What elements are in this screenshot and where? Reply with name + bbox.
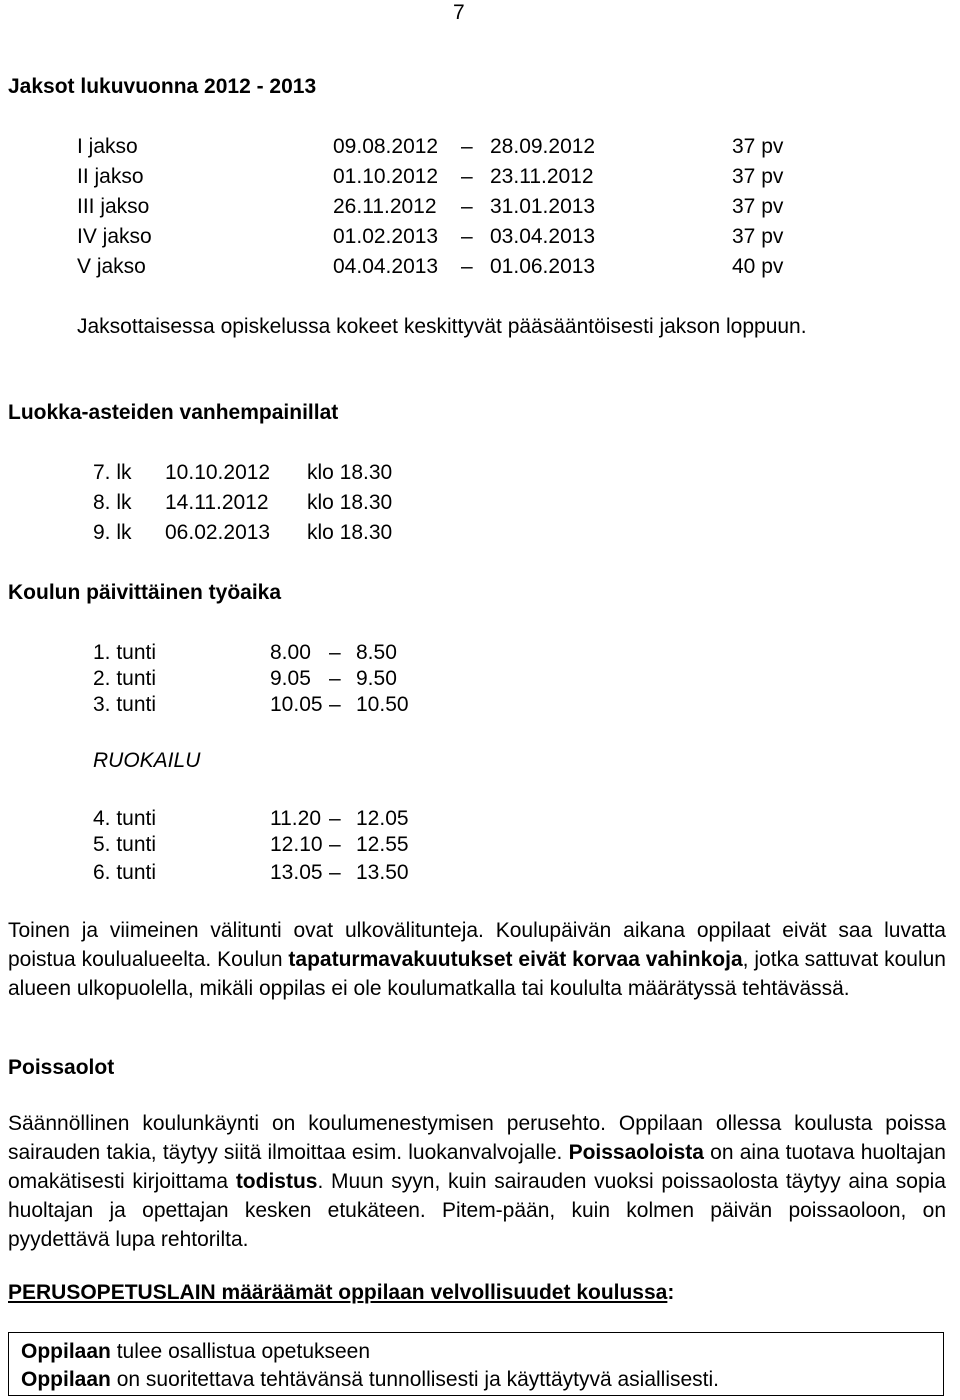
period-start: 09.08.2012 <box>333 135 439 158</box>
period-row <box>0 192 960 221</box>
lunch-label: RUOKAILU <box>93 749 201 772</box>
lesson-end: 12.05 <box>356 807 409 830</box>
absence-text-1: Säännöllinen koulunkäynti on koulumenestymisen perusehto. Oppilaan ollessa koulusta poissa sairauden takia, täytyy siitä ilmoittaa esim. luokanvalvojalle. <box>8 1112 946 1164</box>
page-title: Jaksot lukuvuonna 2012 - 2013 <box>8 75 317 98</box>
meeting-grade: 8. lk <box>93 491 132 514</box>
lesson-row <box>0 638 960 667</box>
meeting-grade: 7. lk <box>93 461 132 484</box>
law-heading <box>8 1278 674 1307</box>
meeting-date: 06.02.2013 <box>165 521 271 544</box>
lesson-end: 8.50 <box>356 641 397 664</box>
period-row <box>0 222 960 251</box>
lesson-dash: – <box>329 693 341 716</box>
meeting-grade: 9. lk <box>93 521 132 544</box>
lesson-dash: – <box>329 861 341 884</box>
meetings-heading: Luokka-asteiden vanhempainillat <box>8 401 339 424</box>
lesson-end: 9.50 <box>356 667 397 690</box>
page-number: 7 <box>453 1 465 24</box>
period-start: 04.04.2013 <box>333 255 439 278</box>
lesson-name: 3. tunti <box>93 693 157 716</box>
lesson-name: 2. tunti <box>93 667 157 690</box>
meeting-date: 14.11.2012 <box>165 491 269 514</box>
absence-paragraph <box>8 1109 946 1254</box>
period-dash: – <box>461 135 473 158</box>
schedule-heading: Koulun päivittäinen työaika <box>8 581 282 604</box>
absence-bold-1: Poissaoloista <box>568 1141 704 1164</box>
meeting-time: klo 18.30 <box>307 521 393 544</box>
meeting-row <box>0 488 960 517</box>
lesson-dash: – <box>329 667 341 690</box>
meeting-date: 10.10.2012 <box>165 461 271 484</box>
lesson-name: 1. tunti <box>93 641 157 664</box>
lesson-start: 13.05 <box>270 861 323 884</box>
lesson-dash: – <box>329 641 341 664</box>
lesson-row <box>0 690 960 719</box>
period-start: 01.10.2012 <box>333 165 439 188</box>
period-end: 23.11.2012 <box>490 165 594 188</box>
period-end: 31.01.2013 <box>490 195 596 218</box>
absence-text-2: on aina tuotava huoltajan omakätisesti kirjoittama <box>8 1141 946 1193</box>
meeting-row <box>0 518 960 547</box>
period-dash: – <box>461 165 473 188</box>
lesson-row <box>0 830 960 859</box>
break-paragraph <box>8 916 946 1003</box>
absence-text-3: . Muun syyn, kuin sairauden vuoksi poissaolosta täytyy aina sopia huoltajan ja opettajan kesken etukäteen. Pitem-pään, kuin kolmen päivän poissaoloon, on pyydettävä lupa rehtorilta. <box>8 1170 946 1251</box>
period-days: 40 pv <box>732 255 784 278</box>
period-days: 37 pv <box>732 195 784 218</box>
period-end: 01.06.2013 <box>490 255 596 278</box>
law-heading-colon: : <box>667 1281 675 1304</box>
period-name: I jakso <box>77 135 138 158</box>
period-name: IV jakso <box>77 225 152 248</box>
duty-text: on suoritettava tehtävänsä tunnollisesti ja käyttäytyvä asiallisesti. <box>110 1368 720 1391</box>
lesson-end: 13.50 <box>356 861 409 884</box>
break-text-2: , jotka sattuvat koulun alueen ulkopuolella, mikäli oppilas ei ole koulumatkalla tai koululta määrätyssä tehtävässä. <box>8 948 946 1000</box>
lesson-row <box>0 804 960 833</box>
lesson-end: 12.55 <box>356 833 409 856</box>
period-row <box>0 162 960 191</box>
lesson-start: 8.00 <box>270 641 311 664</box>
period-days: 37 pv <box>732 135 784 158</box>
absence-heading: Poissaolot <box>8 1056 115 1079</box>
period-note: Jaksottaisessa opiskelussa kokeet keskittyvät pääsääntöisesti jakson loppuun. <box>77 315 807 338</box>
break-text-1: Toinen ja viimeinen välitunti ovat ulkovälitunteja. Koulupäivän aikana oppilaat eivät saa luvatta poistua koulualueelta. Koulun <box>8 919 946 971</box>
duty-text: tulee osallistua opetukseen <box>110 1340 371 1363</box>
meeting-time: klo 18.30 <box>307 461 393 484</box>
lesson-start: 12.10 <box>270 833 323 856</box>
period-start: 26.11.2012 <box>333 195 437 218</box>
lesson-start: 9.05 <box>270 667 311 690</box>
lesson-start: 10.05 <box>270 693 323 716</box>
duty-line <box>21 1337 370 1366</box>
duties-box <box>8 1332 944 1396</box>
lesson-name: 4. tunti <box>93 807 157 830</box>
lesson-dash: – <box>329 833 341 856</box>
period-dash: – <box>461 195 473 218</box>
period-dash: – <box>461 255 473 278</box>
period-start: 01.02.2013 <box>333 225 439 248</box>
lesson-row <box>0 858 960 887</box>
lesson-name: 5. tunti <box>93 833 157 856</box>
lesson-dash: – <box>329 807 341 830</box>
meeting-time: klo 18.30 <box>307 491 393 514</box>
lesson-row <box>0 664 960 693</box>
period-end: 03.04.2013 <box>490 225 596 248</box>
break-bold-insurance: tapaturmavakuutukset eivät korvaa vahinkoja <box>288 948 743 971</box>
period-row <box>0 252 960 281</box>
duty-bold: Oppilaan <box>21 1340 111 1363</box>
meeting-row <box>0 458 960 487</box>
period-days: 37 pv <box>732 165 784 188</box>
duty-line <box>21 1365 719 1394</box>
lesson-start: 11.20 <box>270 807 321 830</box>
period-name: III jakso <box>77 195 150 218</box>
period-name: II jakso <box>77 165 144 188</box>
law-heading-text: PERUSOPETUSLAIN määräämät oppilaan velvollisuudet koulussa <box>8 1281 668 1304</box>
period-dash: – <box>461 225 473 248</box>
period-end: 28.09.2012 <box>490 135 596 158</box>
period-name: V jakso <box>77 255 146 278</box>
lesson-end: 10.50 <box>356 693 409 716</box>
period-row <box>0 132 960 161</box>
duty-bold: Oppilaan <box>21 1368 111 1391</box>
period-days: 37 pv <box>732 225 784 248</box>
lesson-name: 6. tunti <box>93 861 157 884</box>
absence-bold-2: todistus <box>235 1170 318 1193</box>
